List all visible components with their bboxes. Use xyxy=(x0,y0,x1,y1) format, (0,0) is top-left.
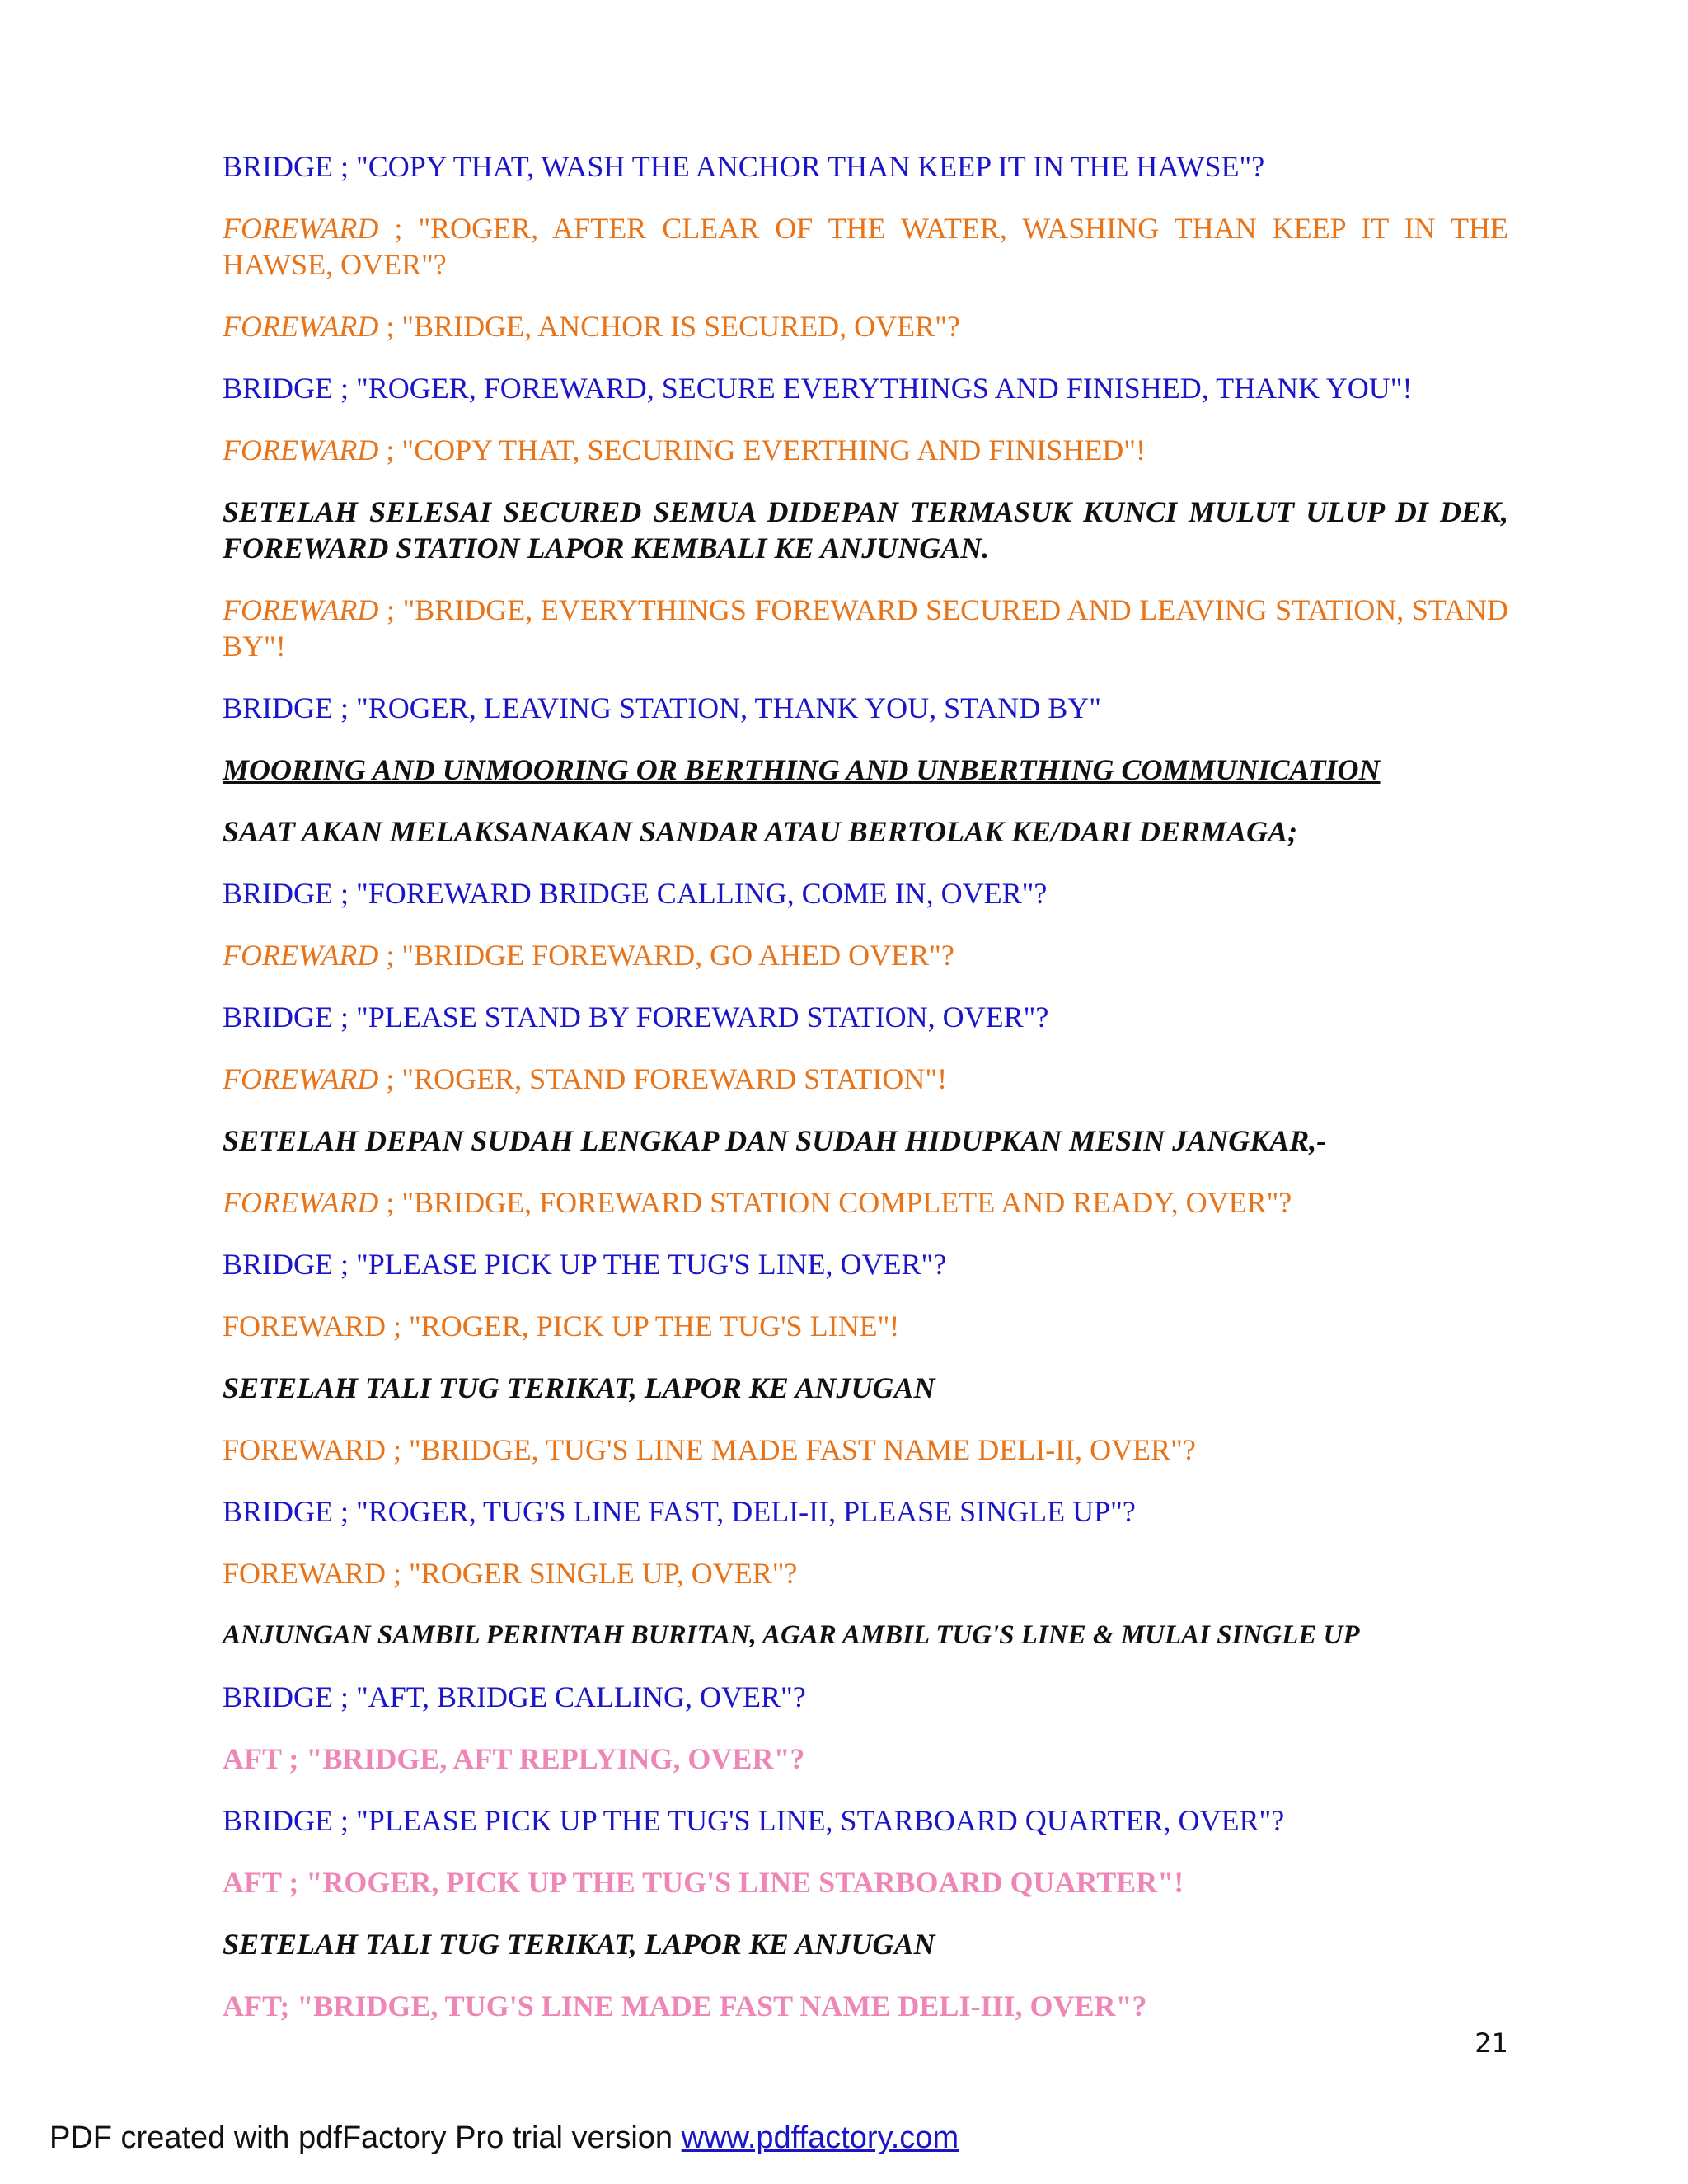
speaker-label: FOREWARD xyxy=(223,434,379,466)
bridge-line: BRIDGE ; "ROGER, TUG'S LINE FAST, DELI-II, PLEASE SINGLE UP"? xyxy=(223,1495,1136,1528)
foreward-line: FOREWARD ; "ROGER SINGLE UP, OVER"? xyxy=(223,1557,798,1590)
line-text: ; "COPY THAT, SECURING EVERTHING AND FINISHED"! xyxy=(378,434,1146,466)
instruction-note: SAAT AKAN MELAKSANAKAN SANDAR ATAU BERTOLAK KE/DARI DERMAGA; xyxy=(223,815,1298,848)
aft-line: AFT ; "BRIDGE, AFT REPLYING, OVER"? xyxy=(223,1742,805,1775)
foreward-line xyxy=(223,308,1508,344)
instruction-note: SETELAH TALI TUG TERIKAT, LAPOR KE ANJUGAN xyxy=(223,1928,935,1961)
bridge-line: BRIDGE ; "ROGER, LEAVING STATION, THANK YOU, STAND BY" xyxy=(223,691,1101,724)
foreward-line: FOREWARD ; "ROGER, PICK UP THE TUG'S LINE"! xyxy=(223,1310,900,1343)
speaker-label: FOREWARD xyxy=(223,1186,379,1219)
instruction-note: ANJUNGAN SAMBIL PERINTAH BURITAN, AGAR AMBIL TUG'S LINE & MULAI SINGLE UP xyxy=(223,1620,1360,1650)
foreward-line xyxy=(223,592,1508,664)
footer-text: PDF created with pdfFactory Pro trial version xyxy=(49,2121,682,2155)
speaker-label: FOREWARD xyxy=(223,939,379,972)
section-heading: MOORING AND UNMOORING OR BERTHING AND UNBERTHING COMMUNICATION xyxy=(223,753,1381,786)
footer-link[interactable]: www.pdffactory.com xyxy=(681,2121,959,2155)
aft-line: AFT ; "ROGER, PICK UP THE TUG'S LINE STARBOARD QUARTER"! xyxy=(223,1866,1184,1899)
aft-line: AFT; "BRIDGE, TUG'S LINE MADE FAST NAME DELI-III, OVER"? xyxy=(223,1990,1147,2022)
bridge-line: BRIDGE ; "FOREWARD BRIDGE CALLING, COME IN, OVER"? xyxy=(223,877,1048,910)
bridge-line: BRIDGE ; "PLEASE PICK UP THE TUG'S LINE, OVER"? xyxy=(223,1248,947,1281)
foreward-line xyxy=(223,210,1508,283)
line-text: ; "BRIDGE, FOREWARD STATION COMPLETE AND READY, OVER"? xyxy=(378,1186,1292,1219)
foreward-line xyxy=(223,432,1508,468)
line-text: ; "BRIDGE, EVERYTHINGS FOREWARD SECURED AND LEAVING STATION, STAND BY"! xyxy=(223,593,1508,663)
foreward-line xyxy=(223,937,1508,973)
foreward-line: FOREWARD ; "BRIDGE, TUG'S LINE MADE FAST NAME DELI-II, OVER"? xyxy=(223,1433,1196,1466)
line-text: ; "ROGER, STAND FOREWARD STATION"! xyxy=(378,1062,948,1095)
line-text: ; "ROGER, AFTER CLEAR OF THE WATER, WASHING THAN KEEP IT IN THE HAWSE, OVER"? xyxy=(223,212,1508,281)
foreward-line xyxy=(223,1061,1508,1097)
bridge-line: BRIDGE ; "ROGER, FOREWARD, SECURE EVERYTHINGS AND FINISHED, THANK YOU"! xyxy=(223,372,1413,405)
bridge-line: BRIDGE ; "PLEASE STAND BY FOREWARD STATION, OVER"? xyxy=(223,1001,1049,1033)
page-number: 21 xyxy=(1475,2027,1508,2059)
dialogue-content xyxy=(223,148,1508,2050)
instruction-note: SETELAH DEPAN SUDAH LENGKAP DAN SUDAH HIDUPKAN MESIN JANGKAR,- xyxy=(223,1124,1327,1157)
speaker-label: FOREWARD xyxy=(223,593,379,626)
speaker-label: FOREWARD xyxy=(223,1062,379,1095)
bridge-line: BRIDGE ; "COPY THAT, WASH THE ANCHOR THAN KEEP IT IN THE HAWSE"? xyxy=(223,150,1265,183)
bridge-line: BRIDGE ; "PLEASE PICK UP THE TUG'S LINE, STARBOARD QUARTER, OVER"? xyxy=(223,1804,1285,1837)
foreward-line xyxy=(223,1184,1508,1221)
line-text: ; "BRIDGE, ANCHOR IS SECURED, OVER"? xyxy=(378,310,960,343)
instruction-note: SETELAH SELESAI SECURED SEMUA DIDEPAN TERMASUK KUNCI MULUT ULUP DI DEK, FOREWARD STATION LAPOR KEMBALI KE ANJUNGAN. xyxy=(223,495,1508,565)
bridge-line: BRIDGE ; "AFT, BRIDGE CALLING, OVER"? xyxy=(223,1680,806,1713)
speaker-label: FOREWARD xyxy=(223,310,379,343)
pdf-footer xyxy=(49,2121,959,2156)
speaker-label: FOREWARD xyxy=(223,212,379,245)
instruction-note: SETELAH TALI TUG TERIKAT, LAPOR KE ANJUGAN xyxy=(223,1371,935,1404)
line-text: ; "BRIDGE FOREWARD, GO AHED OVER"? xyxy=(378,939,954,972)
